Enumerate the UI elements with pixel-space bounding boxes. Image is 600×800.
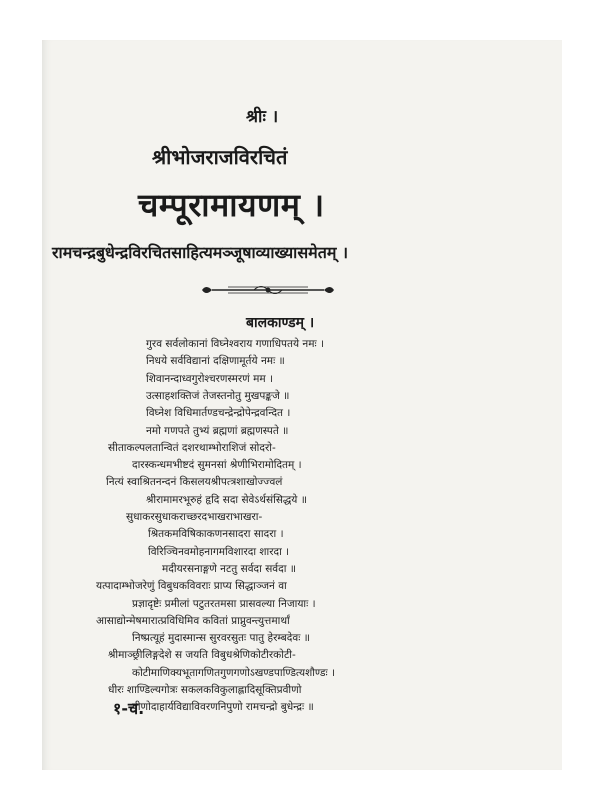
verse-line: निधये सर्वविद्यानां दक्षिणामूर्तये नमः ॥ xyxy=(146,355,285,368)
commentary-line: रामचन्द्रबुधेन्द्रविरचितसाहित्यमञ्जूषाव्याख्यासमेतम् । xyxy=(52,243,349,262)
verse-line: वीणोदाहार्यविद्याविवरणनिपुणो रामचन्द्रो बुधेन्द्रः ॥ xyxy=(132,701,314,714)
invocation: श्रीः । xyxy=(246,107,279,127)
verse-line: मदीयरसनाङ्गणे नटतु सर्वदा सर्वदा ॥ xyxy=(162,562,297,575)
page-number: १-च. xyxy=(113,699,145,718)
verse-line: गुरव सर्वलोकानां विघ्नेश्वराय गणाधिपतये नमः । xyxy=(146,338,324,350)
verse-line: धीरः शाण्डिल्यगोत्रः सकलकविकुलाह्लादिसूक्तिप्रवीणो xyxy=(108,684,302,696)
author-line: श्रीभोजराजविरचितं xyxy=(152,145,288,169)
decorative-rule-icon xyxy=(198,280,338,300)
verse-line: उत्साहशक्तिजं तेजस्तनोतु मुखपङ्कजे ॥ xyxy=(146,389,290,402)
verse-line: दारस्कन्धमभीष्टदं सुमनसां श्रेणीभिरामोदितम् । xyxy=(132,459,302,472)
verse-line: श्रितकमविषिकाकणनसादरा सादरा । xyxy=(148,528,284,541)
verse-line: श्रीरामामरभूरुहं हृदि सदा सेवेऽर्थसंसिद्धये ॥ xyxy=(146,493,308,506)
verse-line: यत्पादाम्भोजरेणुं विबुधकविवराः प्राप्य सिद्धाञ्जनं वा xyxy=(96,580,287,593)
verse-line: सुधाकरसुधाकराच्छरदभाखराभाखरा- xyxy=(126,511,263,523)
verse-line: श्रीमाञ्छ्रीलिङ्गदेशे स जयति विबुधश्रेणिकोटीरकोटी- xyxy=(108,649,296,662)
verse-line: निष्प्रत्यूहं मुदास्मान्स सुरवरसुतः पातु हेरम्बदेवः ॥ xyxy=(132,632,310,645)
verse-line: नमो गणपते तुभ्यं ब्रह्मणां ब्रह्मणस्पते ॥ xyxy=(146,424,289,437)
page-title: चम्पूरामायणम् । xyxy=(138,186,325,224)
verse-line: आसाद्योन्मेषमारात्प्रविधिमिव कवितां प्राप्नुवन्त्युत्तमार्थां xyxy=(96,614,290,627)
verse-line: विरिञ्चिनवमोहनागमविशारदा शारदा । xyxy=(148,545,290,558)
verse-line: विघ्नेश विधिमार्तण्डचन्द्रेन्द्रोपेन्द्रवन्दित । xyxy=(146,407,291,420)
verse-line: शिवानन्दाध्वगुरोश्चरणस्मरणं मम । xyxy=(146,372,273,385)
verse-line: सीताकल्पलतान्वितं दशरथाम्भोराशिजं सोदरो- xyxy=(108,441,276,454)
section-title: बालकाण्डम् । xyxy=(246,315,315,331)
verse-line: नित्यं स्वाश्रितनन्दनं किसलयश्रीपत्त्रशाखोज्ज्वलं xyxy=(106,476,283,489)
verse-line: कोटीमाणिक्यभूतागणितगुणगणोऽखण्डपाण्डित्यशौण्डः । xyxy=(132,666,335,679)
verse-line: प्रज्ञादृष्टेः प्रमीलां पटुतरतमसा प्रासवल्या निजायाः । xyxy=(132,597,316,610)
